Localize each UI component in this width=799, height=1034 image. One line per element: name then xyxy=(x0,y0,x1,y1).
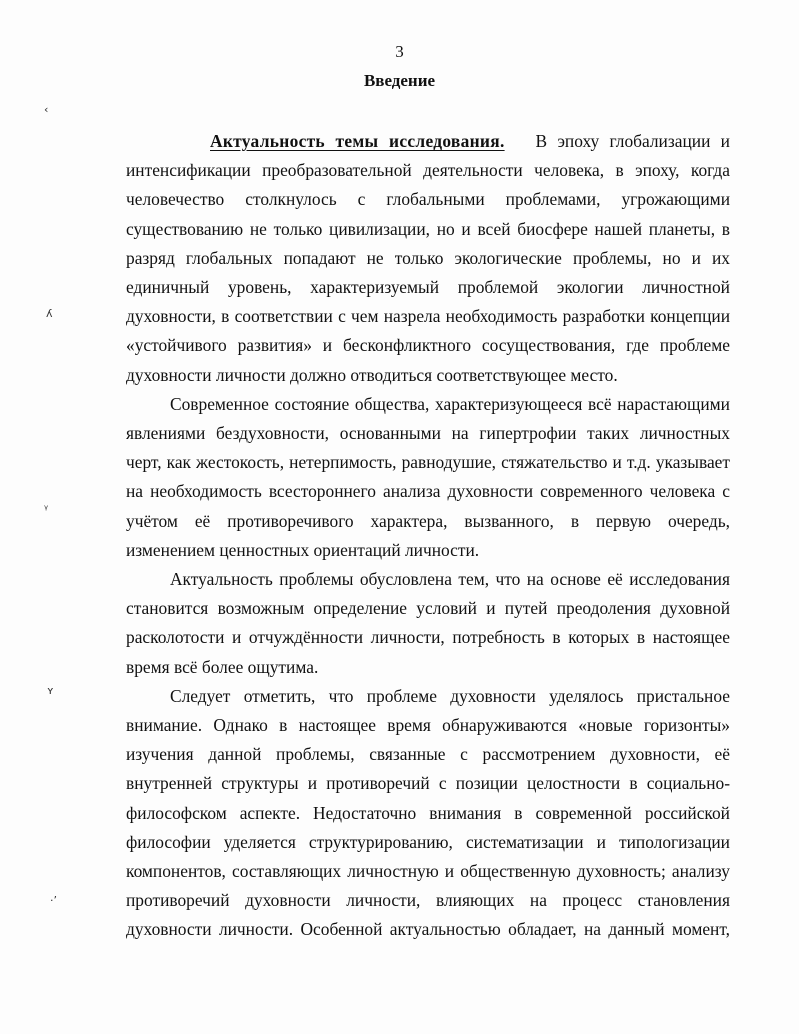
scan-mark: ·ʼ xyxy=(50,894,57,907)
scan-mark: ‹ xyxy=(44,103,49,116)
scan-mark: ʏ xyxy=(47,684,54,697)
scan-mark: ᵧ xyxy=(44,499,49,512)
paragraph-3: Актуальность проблемы обусловлена тем, что на основе её исследования становится возможным определение условий и путей преодоления духовной расколотости и отчуждённости личности, потребность в которых в настоящее время всё более ощутима. xyxy=(126,569,730,677)
page-number: 3 xyxy=(395,42,404,61)
body-text xyxy=(126,127,730,945)
paragraph-text: В эпоху глобализации и интенсификации преобразовательной деятельности человека, в эпоху, когда человечество столкнулось с глобальными проблемами, угрожающими существованию не только цивилизации, но и всей биосфере нашей планеты, в разряд глобальных попадают не только экологические проблемы, но и их единичный уровень, характеризуемый проблемой экологии личностной духовности, в соответствии с чем назрела необходимость разработки концепции «устойчивого развития» и бесконфликтного сосуществования, где проблеме духовности личности должно отводиться соответствующее место. xyxy=(126,131,730,385)
paragraph-2: Современное состояние общества, характеризующееся всё нарастающими явлениями бездуховности, основанными на гипертрофии таких личностных черт, как жестокость, нетерпимость, равнодушие, стяжательство и т.д. указывает на необходимость всестороннего анализа духовности современного человека с учётом её противоречивого характера, вызванного, в первую очередь, изменением ценностных ориентаций личности. xyxy=(126,393,730,560)
paragraph-4: Следует отметить, что проблеме духовности уделялось пристальное внимание. Однако в настоящее время обнаруживаются «новые горизонты» изучения данной проблемы, связанные с рассмотрением духовности, её внутренней структуры и противоречий с позиции целостности в социально-философском аспекте. Недостаточно внимания в современной российской философии уделяется структурированию, систематизации и типологизации компонентов, составляющих личностную и общественную духовность; анализу противоречий духовности личности, влияющих на процесс становления духовности личности. Особенной актуальностью обладает, на данный момент, xyxy=(126,685,730,940)
paragraph-1 xyxy=(126,127,730,390)
scan-mark: ʎ xyxy=(46,307,53,320)
section-heading: Введение xyxy=(363,71,436,90)
paragraph-lead: Актуальность темы исследования. xyxy=(210,131,505,151)
